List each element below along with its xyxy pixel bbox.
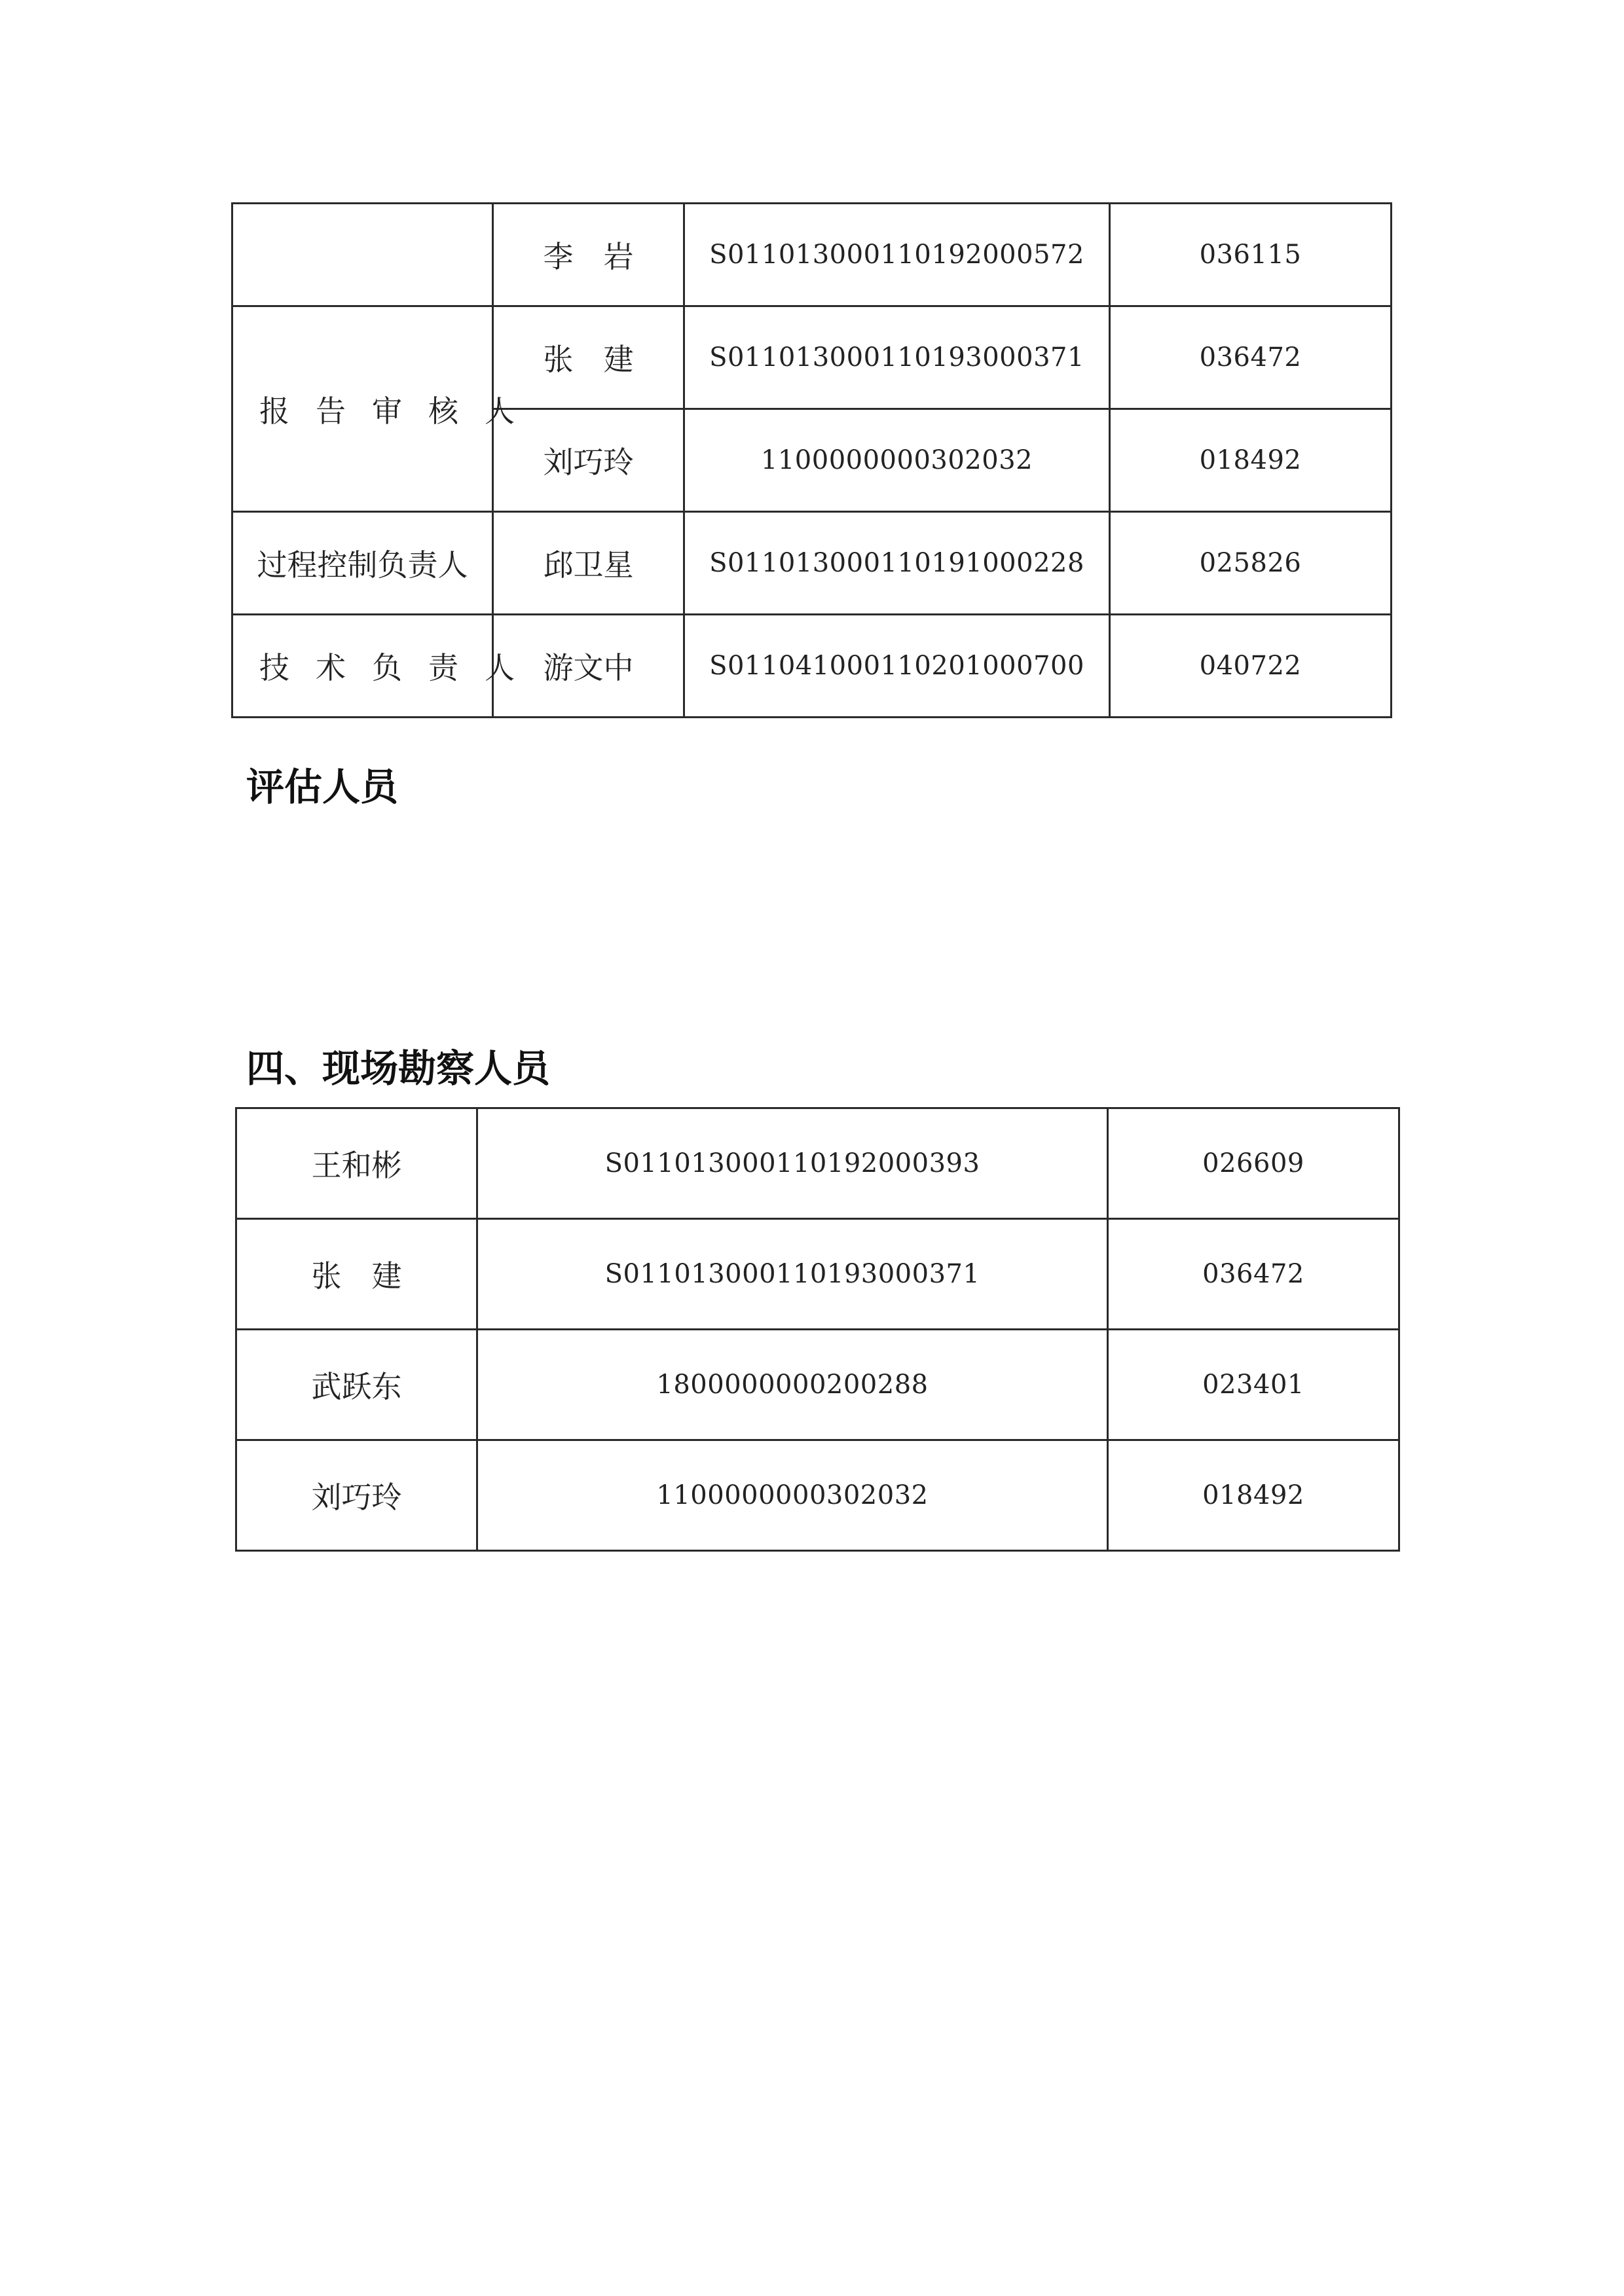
registration-number-cell: 036115	[1110, 204, 1392, 306]
cert-number-cell: S011013000110193000371	[684, 306, 1110, 409]
cert-number-cell: S011013000110191000228	[684, 512, 1110, 615]
role-cell: 技术负责人	[232, 615, 493, 718]
table-row	[236, 1330, 1399, 1440]
name-cell: 李 岩	[493, 204, 684, 306]
cert-number-cell: 1100000000302032	[477, 1440, 1108, 1551]
name-cell: 游文中	[493, 615, 684, 718]
table-row	[232, 512, 1392, 615]
cert-number-cell: 1100000000302032	[684, 409, 1110, 512]
name-cell: 邱卫星	[493, 512, 684, 615]
name-cell: 刘巧玲	[236, 1440, 477, 1551]
section-heading-site-survey: 四、现场勘察人员	[246, 1046, 551, 1091]
role-cell: 报告审核人	[232, 306, 493, 512]
registration-number-cell: 026609	[1108, 1108, 1399, 1219]
role-cell	[232, 204, 493, 306]
registration-number-cell: 023401	[1108, 1330, 1399, 1440]
personnel-table-top	[231, 202, 1392, 718]
name-cell: 武跃东	[236, 1330, 477, 1440]
registration-number-cell: 036472	[1110, 306, 1392, 409]
name-cell: 张 建	[493, 306, 684, 409]
cert-number-cell: S011013000110192000393	[477, 1108, 1108, 1219]
cert-number-cell: 1800000000200288	[477, 1330, 1108, 1440]
cert-number-cell: S011013000110193000371	[477, 1219, 1108, 1330]
name-cell: 张 建	[236, 1219, 477, 1330]
section-heading-assessors: 评估人员	[246, 765, 399, 809]
table-row	[236, 1108, 1399, 1219]
registration-number-cell: 018492	[1108, 1440, 1399, 1551]
cert-number-cell: S011013000110192000572	[684, 204, 1110, 306]
registration-number-cell: 036472	[1108, 1219, 1399, 1330]
table-row	[236, 1440, 1399, 1551]
name-cell: 王和彬	[236, 1108, 477, 1219]
registration-number-cell: 040722	[1110, 615, 1392, 718]
site-survey-personnel-table	[235, 1107, 1400, 1552]
name-cell: 刘巧玲	[493, 409, 684, 512]
registration-number-cell: 018492	[1110, 409, 1392, 512]
cert-number-cell: S011041000110201000700	[684, 615, 1110, 718]
table-row	[232, 204, 1392, 306]
table-row	[232, 306, 1392, 409]
role-cell: 过程控制负责人	[232, 512, 493, 615]
registration-number-cell: 025826	[1110, 512, 1392, 615]
table-row	[232, 615, 1392, 718]
table-row	[236, 1219, 1399, 1330]
